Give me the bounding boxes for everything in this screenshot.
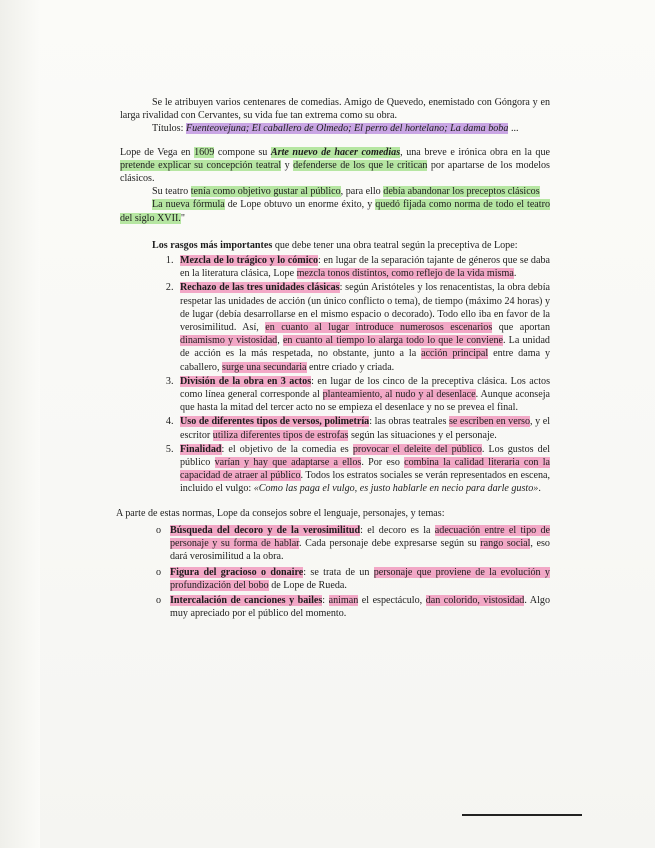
rasgo-highlight: mezcla tonos distintos, como reflejo de la vida misma bbox=[296, 268, 514, 280]
arte-text-2: compone su bbox=[214, 146, 271, 158]
teatro-highlight-1: tenía como objetivo gustar al público bbox=[190, 186, 341, 198]
rasgo-text: : en lugar de los cinco de la preceptiva clásica. Los actos como línea general corresponde al bbox=[180, 375, 550, 401]
list-item bbox=[176, 254, 550, 280]
titles-line bbox=[120, 122, 550, 135]
formula-paragraph bbox=[120, 198, 550, 224]
rasgo-text: : las obras teatrales bbox=[369, 416, 449, 428]
rasgo-highlight: varían y hay que adaptarse a ellos bbox=[214, 457, 362, 469]
list-item bbox=[176, 443, 550, 496]
rasgo-heading: Uso de diferentes tipos de versos, polimetría bbox=[180, 416, 370, 428]
arte-text-5: por apartarse de los modelos clásicos. bbox=[120, 159, 550, 185]
rasgo-highlight: planteamiento, al nudo y al desenlace bbox=[322, 389, 476, 401]
rasgo-highlight: provocar el deleite del público bbox=[352, 443, 482, 455]
rasgo-heading: Finalidad bbox=[180, 443, 222, 455]
rasgo-text: . La unidad de acción es la más respetada, no obstante, junto a la bbox=[180, 335, 550, 360]
rasgos-intro-bold: Los rasgos más importantes bbox=[152, 239, 273, 251]
rasgo-highlight: en cuanto al tiempo lo alarga todo lo que le conviene bbox=[282, 335, 503, 347]
consejos-intro: A parte de estas normas, Lope da consejos sobre el lenguaje, personajes, y temas: bbox=[116, 507, 445, 519]
document-body bbox=[116, 96, 551, 622]
consejo-text: . Algo muy apreciado por el público del momento. bbox=[170, 594, 550, 620]
rasgos-intro-text: que debe tener una obra teatral según la preceptiva de Lope: bbox=[272, 239, 518, 251]
titles-label: Títulos: bbox=[152, 123, 184, 135]
rasgo-text: , bbox=[277, 335, 283, 347]
vulgo-quote: «Como las paga el vulgo, es justo hablarle en necio para darle gusto» bbox=[253, 483, 539, 495]
rasgo-text: que aportan bbox=[492, 322, 550, 334]
rasgo-text: : el objetivo de la comedia es bbox=[221, 443, 353, 455]
rasgo-highlight: en cuanto al lugar introduce numerosos escenarios bbox=[265, 322, 493, 334]
list-item bbox=[176, 375, 550, 415]
arte-highlight-1: pretende explicar su concepción teatral bbox=[120, 159, 282, 171]
rasgo-text: . Aunque aconseja que hasta la mitad del tercer acto no se empieza el desenlace y no se prevea el final. bbox=[180, 389, 551, 414]
arte-highlight-2: defenderse de los que le critican bbox=[293, 159, 428, 171]
rasgo-highlight: dinamismo y vistosidad bbox=[180, 335, 278, 347]
titles-ellipsis: ... bbox=[510, 123, 519, 135]
rasgo-text: según las situaciones y el personaje. bbox=[348, 429, 497, 441]
rasgo-text: . Por eso bbox=[361, 457, 405, 469]
arte-year: 1609 bbox=[194, 146, 215, 158]
consejo-highlight: animan bbox=[328, 594, 359, 606]
consejo-heading: Búsqueda del decoro y de la verosimilitud bbox=[170, 524, 361, 536]
list-item bbox=[156, 524, 550, 564]
rasgo-text: entre dama y caballero, bbox=[180, 348, 550, 373]
arte-text-3: , una breve e irónica obra en la que bbox=[400, 146, 550, 158]
consejo-text: , eso dará verosimilitud a la obra. bbox=[170, 538, 550, 563]
rasgos-list bbox=[120, 254, 550, 496]
consejo-highlight: dan colorido, vistosidad bbox=[425, 594, 525, 606]
rasgos-intro bbox=[120, 239, 550, 252]
consejo-highlight: personaje que proviene de la evolución y profundización del bobo bbox=[170, 566, 550, 591]
formula-highlight-1: La nueva fórmula bbox=[152, 199, 225, 211]
rasgo-heading: Mezcla de lo trágico y lo cómico bbox=[180, 255, 319, 267]
teatro-paragraph bbox=[120, 185, 550, 198]
arte-nuevo-paragraph bbox=[120, 146, 550, 186]
consejo-heading: Intercalación de canciones y bailes bbox=[170, 594, 323, 606]
teatro-text-2: , para ello bbox=[340, 186, 384, 198]
consejo-highlight: rango social bbox=[480, 538, 531, 550]
rasgo-text: . bbox=[513, 268, 517, 280]
formula-quote-mark: " bbox=[180, 212, 185, 224]
intro-text: Se le atribuyen varios centenares de comedias. Amigo de Quevedo, enemistado con Góngora y en larga rivalidad con Cervantes, su vida fue tan extrema como su obra. bbox=[120, 97, 550, 122]
page-rule bbox=[462, 814, 582, 816]
list-item bbox=[156, 566, 550, 592]
bullet-icon: o bbox=[156, 524, 162, 536]
scan-shadow bbox=[0, 0, 40, 848]
rasgo-highlight: acción principal bbox=[421, 348, 489, 360]
consejos-list bbox=[120, 524, 550, 620]
consejo-text: el espectáculo, bbox=[358, 594, 426, 606]
list-item bbox=[176, 415, 550, 441]
rasgo-text: . Los gustos del público bbox=[180, 443, 550, 469]
consejo-text: : bbox=[322, 594, 329, 606]
rasgo-highlight: combina la calidad literaria con la capacidad de atraer al público bbox=[180, 457, 550, 482]
intro-paragraph bbox=[120, 96, 550, 122]
titles-list: Fuenteovejuna; El caballero de Olmedo; El perro del hortelano; La dama boba bbox=[185, 123, 509, 135]
rasgo-text: : según Aristóteles y los renacentistas, la obra debía respetar las unidades de acción (un único conflicto o tema), de tiempo (máximo 24 horas) y de lugar (debía desarrollarse en el mismo espacio o decorado). Todo ello iba en favor de la verosimilitud. Así, bbox=[180, 282, 550, 334]
teatro-text-1: Su teatro bbox=[152, 186, 191, 198]
rasgo-highlight: surge una secundaria bbox=[222, 361, 307, 373]
rasgo-text: , y el escritor bbox=[180, 416, 551, 441]
teatro-highlight-2: debía abandonar los preceptos clásicos bbox=[383, 186, 540, 198]
formula-text-1: de Lope obtuvo un enorme éxito, y bbox=[224, 199, 376, 211]
consejo-text: . Cada personaje debe expresarse según su bbox=[298, 538, 481, 550]
formula-highlight-2: quedó fijada como norma de todo el teatro del siglo XVII. bbox=[120, 199, 550, 224]
consejo-text: : se trata de un bbox=[303, 566, 374, 578]
consejo-text: de Lope de Rueda. bbox=[268, 579, 347, 591]
rasgo-text: : en lugar de la separación tajante de géneros que se daba en la literatura clásica, Lope bbox=[180, 255, 550, 280]
rasgo-heading: División de la obra en 3 actos bbox=[180, 375, 312, 387]
arte-text-4: y bbox=[281, 159, 294, 171]
arte-text-1: Lope de Vega en bbox=[120, 146, 195, 158]
rasgo-text: entre criado y criada. bbox=[306, 361, 395, 373]
rasgo-text: . bbox=[538, 483, 541, 495]
arte-title: Arte nuevo de hacer comedias bbox=[270, 146, 401, 158]
bullet-icon: o bbox=[156, 594, 162, 606]
rasgo-highlight: se escriben en verso bbox=[448, 416, 531, 428]
consejo-highlight: adecuación entre el tipo de personaje y su forma de hablar bbox=[170, 524, 550, 550]
bullet-icon: o bbox=[156, 566, 162, 578]
consejo-text: : el decoro es la bbox=[360, 524, 435, 536]
rasgo-highlight: utiliza diferentes tipos de estrofas bbox=[212, 429, 349, 441]
rasgo-text: . Todos los estratos sociales se verán representados en escena, incluido el vulgo: bbox=[180, 470, 551, 495]
rasgo-heading: Rechazo de las tres unidades clásicas bbox=[180, 282, 340, 294]
list-item bbox=[176, 281, 550, 373]
consejo-heading: Figura del gracioso o donaire bbox=[170, 566, 304, 578]
list-item bbox=[156, 594, 550, 620]
